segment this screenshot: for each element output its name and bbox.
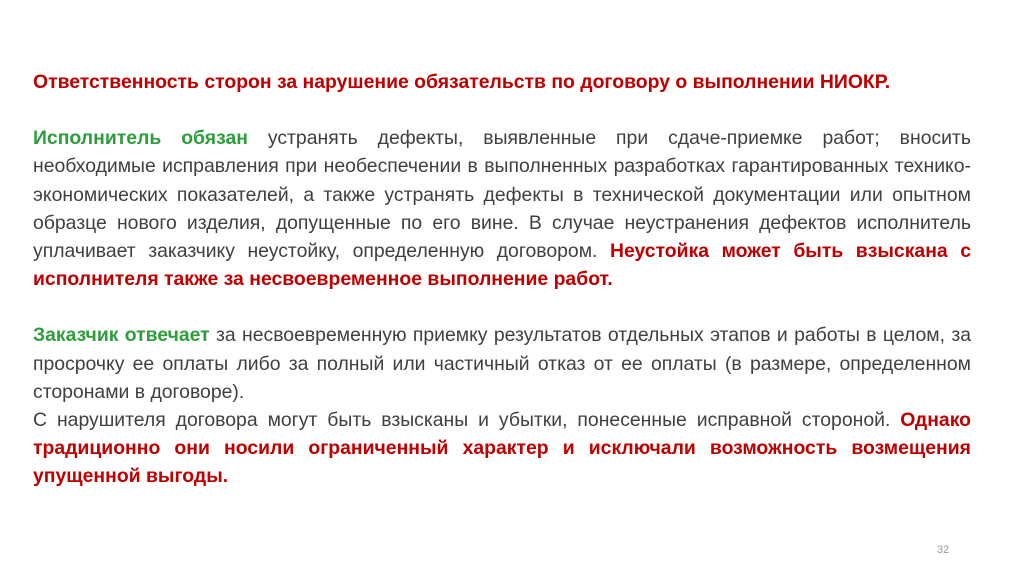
paragraph-spacer [33,293,971,321]
damages-emphasis: Однако традиционно они носили ограниченный характер и исключали возможность возмещения упущенной выгоды. [33,409,971,488]
page-number: 32 [936,544,950,556]
contractor-lead: Исполнитель обязан [33,127,248,150]
slide-title: Ответственность сторон за нарушение обязательств по договору о выполнении НИОКР. [33,71,891,93]
paragraph-spacer [33,96,971,124]
customer-paragraph [33,321,971,406]
contractor-text: устранять дефекты, выявленные при сдаче-приемке работ; вносить необходимые исправления при необеспечении в выполненных разработках гарантированных технико-экономических показателей, а также устранять дефекты в технической документации или опытном образце нового изделия, допущенные по его вине. В случае неустранения дефектов исполнитель уплачивает заказчику неустойку, определенную договором. [33,127,971,263]
customer-text: за несвоевременную приемку результатов отдельных этапов и работы в целом, за просрочку ее оплаты либо за полный или частичный отказ от ее оплаты (в размере, определенном сторонами в договоре). [33,324,971,403]
damages-text: С нарушителя договора могут быть взысканы и убытки, понесенные исправной стороной. [33,409,901,432]
slide-content [33,68,971,491]
customer-lead: Заказчик отвечает [33,324,210,347]
contractor-emphasis: Неустойка может быть взыскана с исполнителя также за несвоевременное выполнение работ. [33,240,971,291]
damages-paragraph [33,406,971,491]
contractor-paragraph [33,124,971,293]
